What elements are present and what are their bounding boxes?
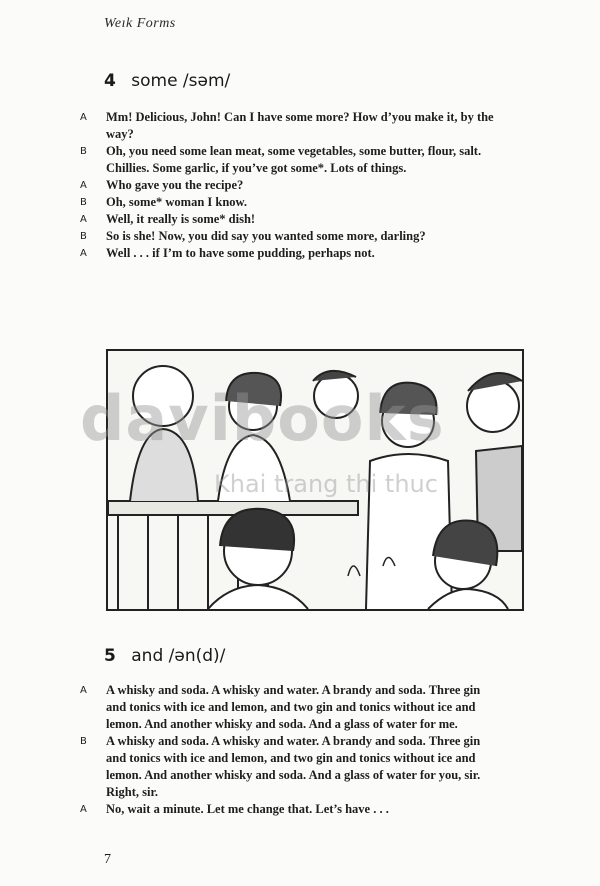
dialogue-line	[80, 211, 500, 228]
central-man-jacket	[366, 454, 452, 609]
dialogue-text: Oh, you need some lean meat, some vegetables, some butter, flour, salt. Chillies. Some garlic, if you’ve got some*. Lots of things.	[106, 144, 482, 175]
dialogue-section-5	[80, 682, 500, 818]
dialogue-text: Well, it really is some* dish!	[106, 212, 256, 226]
bar-counter	[108, 501, 358, 515]
section-title: and /ən(d)/	[131, 646, 226, 666]
woman-body	[218, 435, 290, 501]
section-number: 4	[104, 71, 116, 91]
dialogue-text: No, wait a minute. Let me change that. Let’s have . . .	[106, 802, 389, 816]
speaker-label: B	[80, 231, 87, 242]
section-5-heading	[104, 646, 225, 666]
speaker-label: A	[80, 685, 87, 696]
dialogue-text: A whisky and soda. A whisky and water. A brandy and soda. Three gin and tonics with ice and lemon, and two gin and tonics without ice and lemon. And another whisky and soda. And a glass of water for me.	[106, 683, 481, 731]
woman-hair	[226, 373, 281, 406]
dialogue-text: Who gave you the recipe?	[106, 178, 244, 192]
speaker-label: B	[80, 197, 87, 208]
dialogue-line	[80, 177, 500, 194]
speaker-label: B	[80, 146, 87, 157]
speaker-label: A	[80, 248, 87, 259]
dialogue-text: Oh, some* woman I know.	[106, 195, 247, 209]
dialogue-line	[80, 143, 500, 177]
dialogue-text: So is she! Now, you did say you wanted some more, darling?	[106, 229, 426, 243]
drinking-man-head	[314, 374, 358, 418]
running-head: Weık Forms	[104, 16, 176, 31]
young-man-shoulders	[208, 585, 308, 609]
bald-man-body	[130, 429, 198, 501]
section-title: some /səm/	[131, 71, 231, 91]
dialogue-line	[80, 245, 500, 262]
dialogue-line	[80, 801, 500, 818]
speaker-label: B	[80, 736, 87, 747]
dialogue-text: Mm! Delicious, John! Can I have some more? How d’you make it, by the way?	[106, 110, 494, 141]
dialogue-line	[80, 733, 500, 801]
speaker-label: A	[80, 214, 87, 225]
dialogue-text: Well . . . if I’m to have some pudding, perhaps not.	[106, 246, 375, 260]
dialogue-line	[80, 682, 500, 733]
dialogue-section-4	[80, 109, 500, 262]
dialogue-text: A whisky and soda. A whisky and water. A brandy and soda. Three gin and tonics with ice and lemon, and two gin and tonics without ice and lemon. And another whisky and soda. And a glass of water for you, sir. Right, sir.	[106, 734, 481, 799]
speaker-label: A	[80, 112, 87, 123]
watermark-subtitle: Khai trang thi thuc	[214, 470, 438, 498]
bald-man-head	[133, 366, 193, 426]
speaker-label: A	[80, 804, 87, 815]
section-number: 5	[104, 646, 116, 666]
section-4-heading	[104, 71, 230, 91]
watermark: davibooks	[80, 382, 445, 455]
pub-scene-illustration	[106, 349, 524, 611]
dialogue-line	[80, 109, 500, 143]
speaker-label: A	[80, 180, 87, 191]
page-number: 7	[104, 852, 111, 867]
dialogue-line	[80, 228, 500, 245]
dialogue-line	[80, 194, 500, 211]
pub-scene-drawing	[108, 351, 522, 609]
